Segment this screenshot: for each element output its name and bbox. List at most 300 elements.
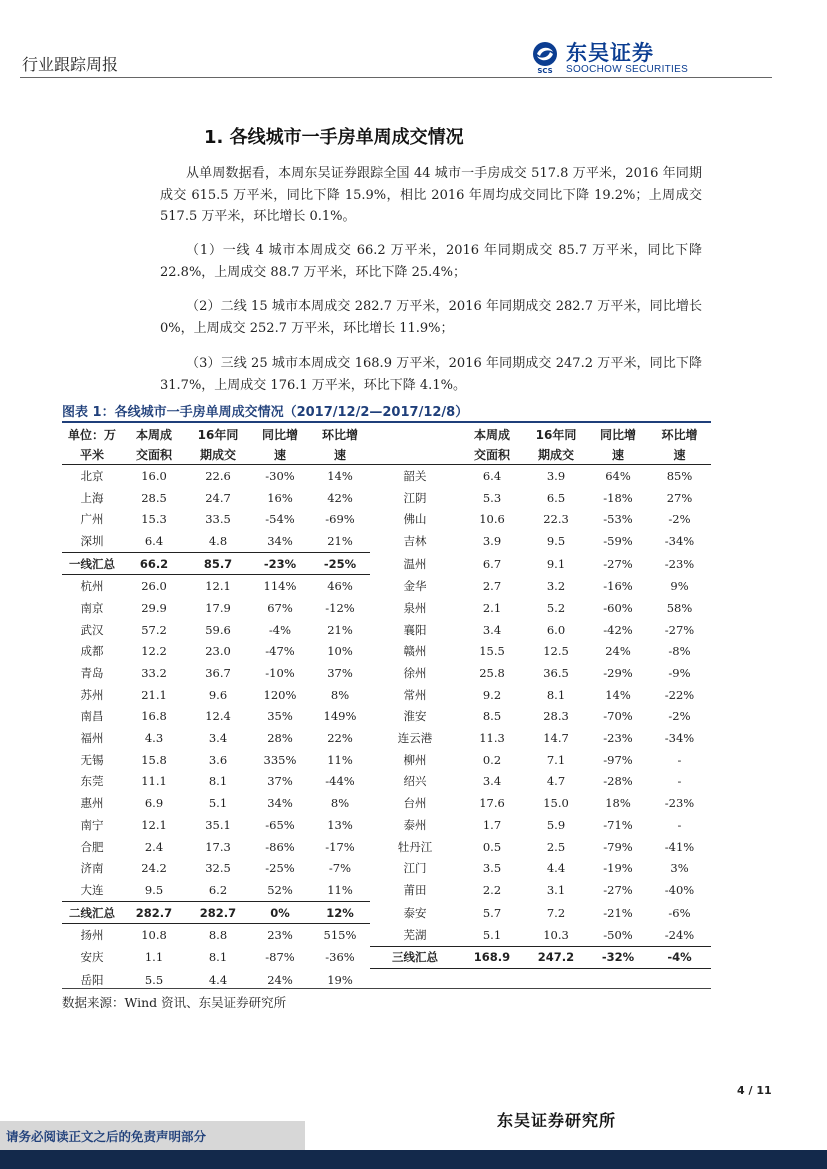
table-header-cell: 单位：万 [67, 427, 116, 442]
table-row [62, 901, 711, 924]
logo-chinese-name: 东吴证券 [566, 41, 654, 65]
table-cell: 59.6 [205, 622, 231, 637]
table-row [62, 684, 711, 706]
table-cell: 24% [605, 644, 631, 659]
table-row [62, 836, 711, 858]
table-cell: 北京 [80, 468, 104, 483]
table-cell: -44% [325, 774, 355, 789]
table-cell: 台州 [403, 796, 427, 811]
table-cell: 12.2 [141, 644, 167, 659]
table-cell: -4% [648, 946, 711, 969]
table-cell: 江阴 [403, 490, 427, 505]
table-cell: 6.5 [546, 490, 566, 505]
table-cell: -25% [310, 552, 370, 575]
table-cell: -27% [603, 883, 633, 898]
table-cell: 6.4 [144, 533, 164, 548]
table-header-row [62, 444, 711, 465]
table-cell: 4.4 [546, 861, 566, 876]
table-cell: 15.0 [543, 796, 569, 811]
table-cell: 连云港 [397, 731, 433, 746]
table-cell: 9.2 [482, 687, 502, 702]
table-cell: 18% [605, 796, 631, 811]
table-cell: 莆田 [403, 883, 427, 898]
table-cell: 9.6 [208, 687, 228, 702]
table-cell: -34% [664, 534, 695, 549]
table-header-cell [370, 444, 460, 465]
table-cell: 282.7 [186, 901, 250, 924]
table-cell: 24.2 [141, 861, 167, 876]
table-cell: 淮安 [403, 709, 427, 724]
table-cell: 23.0 [205, 644, 231, 659]
table-cell: 11% [327, 882, 353, 897]
table-cell: -25% [265, 861, 295, 876]
table-cell: -6% [668, 905, 691, 920]
table-cell: 282.7 [122, 901, 186, 924]
table-cell: -59% [603, 534, 633, 549]
table-cell: 温州 [403, 556, 427, 571]
table-cell: 36.5 [543, 666, 569, 681]
table-cell: -22% [664, 687, 695, 702]
table-cell: 6.4 [482, 468, 502, 483]
table-row [62, 946, 711, 969]
table-cell: -8% [668, 644, 691, 659]
table-cell: -4% [268, 622, 292, 637]
table-cell: 福州 [80, 731, 104, 746]
table-cell: 0.5 [482, 839, 502, 854]
table-cell: 15.3 [141, 512, 167, 527]
table-cell: 12.4 [205, 709, 231, 724]
table-row [62, 487, 711, 509]
table-cell: -28% [603, 774, 633, 789]
table-cell: 22.6 [205, 468, 231, 483]
table-row [62, 530, 711, 552]
table-cell: 22% [327, 731, 353, 746]
table-cell: -10% [265, 666, 295, 681]
table-header-cell: 16年同 [197, 427, 239, 442]
table-cell: 52% [267, 882, 293, 897]
table-cell: 大连 [80, 882, 104, 897]
table-cell: -16% [603, 579, 633, 594]
table-cell: 3.2 [546, 579, 566, 594]
table-cell: 南京 [80, 600, 104, 615]
table-cell: 37% [327, 666, 353, 681]
table-cell: 114% [263, 579, 297, 594]
table-cell: -86% [265, 839, 295, 854]
table-cell: 3.4 [482, 774, 502, 789]
table-cell: - [677, 774, 682, 789]
table-cell: 3.9 [482, 534, 502, 549]
paragraph-tier3: （3）三线 25 城市本周成交 168.9 万平米，2016 年同期成交 247.2 万平米，同比下降 31.7%，上周成交 176.1 万平米，环比下降 4.1%。 [160, 356, 702, 393]
table-cell: 2.1 [482, 600, 502, 615]
table-cell: 28.5 [141, 490, 167, 505]
table-header-cell: 平米 [62, 444, 122, 465]
table-cell: 0.2 [482, 752, 502, 767]
table-header-cell: 本周成 [135, 427, 172, 442]
table-cell: 金华 [403, 579, 427, 594]
table-cell: 韶关 [403, 468, 427, 483]
table-cell: -87% [265, 950, 295, 965]
table-row [62, 857, 711, 879]
table-cell: -70% [603, 709, 633, 724]
table-cell: 21% [327, 533, 353, 548]
table-cell: 11.1 [141, 774, 167, 789]
table-cell: 5.1 [482, 927, 502, 942]
disclaimer-text: 请务必阅读正文之后的免责声明部分 [6, 1129, 207, 1144]
table-cell: 2.2 [482, 883, 502, 898]
table-row [62, 924, 711, 946]
table-cell: 安庆 [80, 950, 104, 965]
table-cell: - [677, 752, 682, 767]
table-header-row [62, 424, 711, 444]
table-cell: - [677, 817, 682, 832]
table-cell: 1.7 [482, 817, 502, 832]
table-row [62, 619, 711, 641]
table-cell: 10% [327, 644, 353, 659]
table-cell: 3.4 [482, 622, 502, 637]
table-cell: 21% [327, 622, 353, 637]
table-cell: 67% [267, 600, 293, 615]
table-cell: 上海 [80, 490, 104, 505]
table-cell: 佛山 [403, 512, 427, 527]
table-header-cell: 环比增 [661, 427, 698, 442]
table-header-cell: 速 [250, 444, 310, 465]
table-cell: 赣州 [403, 644, 427, 659]
table-cell: 武汉 [80, 622, 104, 637]
table-cell: 120% [263, 687, 297, 702]
table-cell: -36% [325, 950, 355, 965]
table-cell: 23% [267, 928, 293, 943]
table-header-cell: 速 [310, 444, 370, 465]
table-cell: 6.2 [208, 882, 228, 897]
table-cell: 15.5 [479, 644, 505, 659]
table-cell: -41% [664, 839, 695, 854]
table-cell: 8.1 [208, 950, 228, 965]
table-cell: -60% [603, 600, 633, 615]
table-row [62, 597, 711, 619]
table-header-cell: 交面积 [460, 444, 524, 465]
table-cell: 16.8 [141, 709, 167, 724]
table-header-cell: 本周成 [473, 427, 510, 442]
table-cell: 广州 [80, 512, 104, 527]
table-cell: 168.9 [460, 946, 524, 969]
table-cell: 南宁 [80, 817, 104, 832]
table-cell: 12.5 [543, 644, 569, 659]
figure-top-rule [62, 421, 711, 423]
table-cell: 37% [267, 774, 293, 789]
table-cell: -21% [603, 905, 633, 920]
table-row [62, 662, 711, 684]
table-cell: 深圳 [80, 533, 104, 548]
table-cell: 0% [250, 901, 310, 924]
table-cell: 7.2 [546, 905, 566, 920]
table-cell: 8% [330, 687, 350, 702]
table-cell: 成都 [80, 644, 104, 659]
table-cell: 2.7 [482, 579, 502, 594]
table-cell: -23% [603, 731, 633, 746]
page-number: 4 / 11 [737, 1084, 772, 1097]
table-cell: 襄阳 [403, 622, 427, 637]
table-cell: -79% [603, 839, 633, 854]
table-cell: 16.0 [141, 468, 167, 483]
table-cell: 46% [327, 579, 353, 594]
table-cell: -53% [603, 512, 633, 527]
table-row [62, 575, 711, 597]
table-cell: -54% [265, 512, 295, 527]
table-cell: 66.2 [122, 552, 186, 575]
figure-bottom-rule [62, 988, 711, 989]
table-cell: 85.7 [186, 552, 250, 575]
table-cell: 杭州 [80, 579, 104, 594]
table-cell: 吉林 [403, 534, 427, 549]
table-cell: 无锡 [80, 752, 104, 767]
table-cell: 14% [605, 687, 631, 702]
table-header-cell: 期成交 [186, 444, 250, 465]
table-cell: 5.7 [482, 905, 502, 920]
table-cell: 泰州 [403, 817, 427, 832]
table-cell: 芜湖 [403, 927, 427, 942]
table-cell: 33.2 [141, 666, 167, 681]
footer-bar [0, 1150, 827, 1169]
table-cell: 3.6 [208, 752, 228, 767]
table-cell: 4.8 [208, 533, 228, 548]
table-cell: -2% [668, 512, 691, 527]
table-cell: -65% [265, 817, 295, 832]
paragraph-tier1: （1）一线 4 城市本周成交 66.2 万平米，2016 年同期成交 85.7 万平米，同比下降 22.8%，上周成交 88.7 万平米，环比下降 25.4%； [160, 243, 702, 280]
table-cell: 3% [670, 861, 689, 876]
table-cell: 3.1 [546, 883, 566, 898]
figure-title: 图表 1：各线城市一手房单周成交情况（2017/12/2—2017/12/8） [62, 405, 469, 420]
table-cell: 19% [327, 972, 353, 987]
table-cell: 28.3 [543, 709, 569, 724]
table-row [62, 771, 711, 793]
table-cell: 17.9 [205, 600, 231, 615]
table-cell: 南昌 [80, 709, 104, 724]
table-cell: 泉州 [403, 600, 427, 615]
table-cell: 58% [666, 600, 693, 615]
table-cell: -47% [265, 644, 295, 659]
table-cell: 27% [666, 490, 693, 505]
table-cell: -17% [325, 839, 355, 854]
table-cell: 3.5 [482, 861, 502, 876]
table-cell: 247.2 [524, 946, 588, 969]
table-header-cell: 期成交 [524, 444, 588, 465]
table-cell: 7.1 [546, 752, 566, 767]
report-type-label: 行业跟踪周报 [22, 55, 119, 74]
table-cell: -7% [328, 861, 352, 876]
table-cell: 牡丹江 [397, 839, 433, 854]
table-cell: -71% [603, 817, 633, 832]
table-cell: 14% [327, 468, 353, 483]
table-cell: 一线汇总 [62, 552, 122, 575]
table-cell: -23% [664, 556, 695, 571]
table-cell: 2.5 [546, 839, 566, 854]
table-cell: 三线汇总 [370, 946, 460, 969]
table-cell: -9% [668, 666, 691, 681]
table-cell: 9% [670, 579, 689, 594]
table-header-cell: 同比增 [261, 427, 298, 442]
table-cell: 扬州 [80, 928, 104, 943]
table-row [62, 879, 711, 901]
section-title: 1. 各线城市一手房单周成交情况 [204, 127, 464, 148]
table-row [62, 814, 711, 836]
table-cell: -69% [325, 512, 355, 527]
table-cell: 9.1 [546, 556, 566, 571]
table-cell: -42% [603, 622, 633, 637]
table-cell: 3.4 [208, 731, 228, 746]
table-cell: 惠州 [80, 796, 104, 811]
table-row [62, 706, 711, 728]
table-cell: 5.9 [546, 817, 566, 832]
table-cell: 10.3 [543, 927, 569, 942]
table-cell: 6.9 [144, 796, 164, 811]
table-cell: 常州 [403, 687, 427, 702]
table-cell: 25.8 [479, 666, 505, 681]
table-cell: 57.2 [141, 622, 167, 637]
table-cell: 335% [263, 752, 297, 767]
table-header-cell: 环比增 [321, 427, 358, 442]
table-cell: 合肥 [80, 839, 104, 854]
table-cell: 21.1 [141, 687, 167, 702]
table-header-cell: 速 [588, 444, 648, 465]
table-cell: 26.0 [141, 579, 167, 594]
table-cell: 济南 [80, 861, 104, 876]
table-cell: 24.7 [205, 490, 231, 505]
table-cell: 16% [267, 490, 293, 505]
table-row [62, 552, 711, 575]
footer-organization: 东吴证券研究所 [497, 1111, 617, 1130]
table-cell: -27% [664, 622, 695, 637]
table-header-cell [370, 424, 460, 444]
table-cell: 5.1 [208, 796, 228, 811]
table-cell: 2.4 [144, 839, 164, 854]
table-cell: 35% [267, 709, 293, 724]
table-cell: 3.9 [546, 468, 566, 483]
table-cell: 青岛 [80, 666, 104, 681]
table-cell: 绍兴 [403, 774, 427, 789]
table-cell: 5.2 [546, 600, 566, 615]
table-row [62, 727, 711, 749]
table-cell: 徐州 [403, 666, 427, 681]
header-dash: - [764, 70, 769, 84]
city-transaction-table [62, 424, 711, 991]
table-cell: 85% [666, 468, 693, 483]
brand-logo [528, 40, 698, 76]
table-cell: -50% [603, 927, 633, 942]
table-cell: 10.6 [479, 512, 505, 527]
table-cell: -40% [664, 883, 695, 898]
table-cell: -18% [603, 490, 633, 505]
table-cell: 28% [267, 731, 293, 746]
table-cell: 10.8 [141, 928, 167, 943]
table-row [62, 792, 711, 814]
table-cell: 24% [267, 972, 293, 987]
table-cell: -32% [588, 946, 648, 969]
table-header-cell: 16年同 [535, 427, 577, 442]
table-cell: 149% [323, 709, 357, 724]
table-cell: 11.3 [479, 731, 505, 746]
table-cell: 13% [327, 817, 353, 832]
table-cell: -23% [664, 796, 695, 811]
table-cell: -30% [265, 468, 295, 483]
table-cell: 32.5 [205, 861, 231, 876]
table-cell: 42% [327, 490, 353, 505]
table-cell: 12.1 [141, 817, 167, 832]
paragraph-tier2: （2）二线 15 城市本周成交 282.7 万平米，2016 年同期成交 282.7 万平米，同比增长 0%，上周成交 252.7 万平米，环比增长 11.9%； [160, 299, 702, 336]
table-cell: -2% [668, 709, 691, 724]
table-cell: 34% [267, 533, 293, 548]
header-divider [20, 77, 772, 78]
table-cell: 5.3 [482, 490, 502, 505]
table-cell: 4.3 [144, 731, 164, 746]
table-cell: -29% [603, 666, 633, 681]
table-cell: 泰安 [403, 905, 427, 920]
soochow-logo-icon [528, 40, 562, 74]
table-cell: 22.3 [543, 512, 569, 527]
table-cell: -34% [664, 731, 695, 746]
table-cell: 17.6 [479, 796, 505, 811]
table-cell: 9.5 [144, 882, 164, 897]
table-cell: 6.0 [546, 622, 566, 637]
table-cell: 8% [330, 796, 350, 811]
table-cell: 8.1 [546, 687, 566, 702]
table-cell: 岳阳 [80, 972, 104, 987]
logo-english-name: SOOCHOW SECURITIES [566, 64, 689, 75]
table-cell: 64% [605, 468, 631, 483]
table-cell: 江门 [403, 861, 427, 876]
table-cell: -19% [603, 861, 633, 876]
table-row [62, 749, 711, 771]
table-row [62, 641, 711, 663]
table-cell: 33.5 [205, 512, 231, 527]
table-cell: 15.8 [141, 752, 167, 767]
table-cell: 东莞 [80, 774, 104, 789]
table-row [62, 465, 711, 487]
table-cell: 34% [267, 796, 293, 811]
table-cell: 11% [327, 752, 353, 767]
table-cell: 1.1 [144, 950, 164, 965]
table-cell: 4.7 [546, 774, 566, 789]
table-cell: 14.7 [543, 731, 569, 746]
table-cell: 515% [323, 928, 357, 943]
data-source: 数据来源：Wind 资讯、东吴证券研究所 [62, 995, 287, 1010]
table-cell: -23% [250, 552, 310, 575]
table-cell: 8.8 [208, 928, 228, 943]
table-cell: 36.7 [205, 666, 231, 681]
table-cell: 4.4 [208, 972, 228, 987]
table-cell: 5.5 [144, 972, 164, 987]
table-cell: -27% [603, 556, 633, 571]
table-row [62, 508, 711, 530]
table-cell: 35.1 [205, 817, 231, 832]
table-cell: 8.5 [482, 709, 502, 724]
table-header-cell: 速 [648, 444, 711, 465]
table-cell: -24% [664, 927, 695, 942]
logo-mark-text: SCS [537, 67, 553, 74]
table-header-cell: 同比增 [599, 427, 636, 442]
table-header-cell: 交面积 [122, 444, 186, 465]
table-cell: 12% [310, 901, 370, 924]
table-cell: 柳州 [403, 752, 427, 767]
paragraph-summary: 从单周数据看，本周东吴证券跟踪全国 44 城市一手房成交 517.8 万平米，2016 年同期成交 615.5 万平米，同比下降 15.9%，相比 2016 年周均成交同比下降 19.2%；上周成交 517.5 万平米，环比增长 0.1%。 [160, 166, 702, 224]
table-cell: 9.5 [546, 534, 566, 549]
table-cell: -97% [603, 752, 633, 767]
table-cell: 29.9 [141, 600, 167, 615]
table-cell: 8.1 [208, 774, 228, 789]
table-cell: 6.7 [482, 556, 502, 571]
table-cell: 苏州 [80, 687, 104, 702]
table-cell: 12.1 [205, 579, 231, 594]
table-cell: -12% [325, 600, 355, 615]
